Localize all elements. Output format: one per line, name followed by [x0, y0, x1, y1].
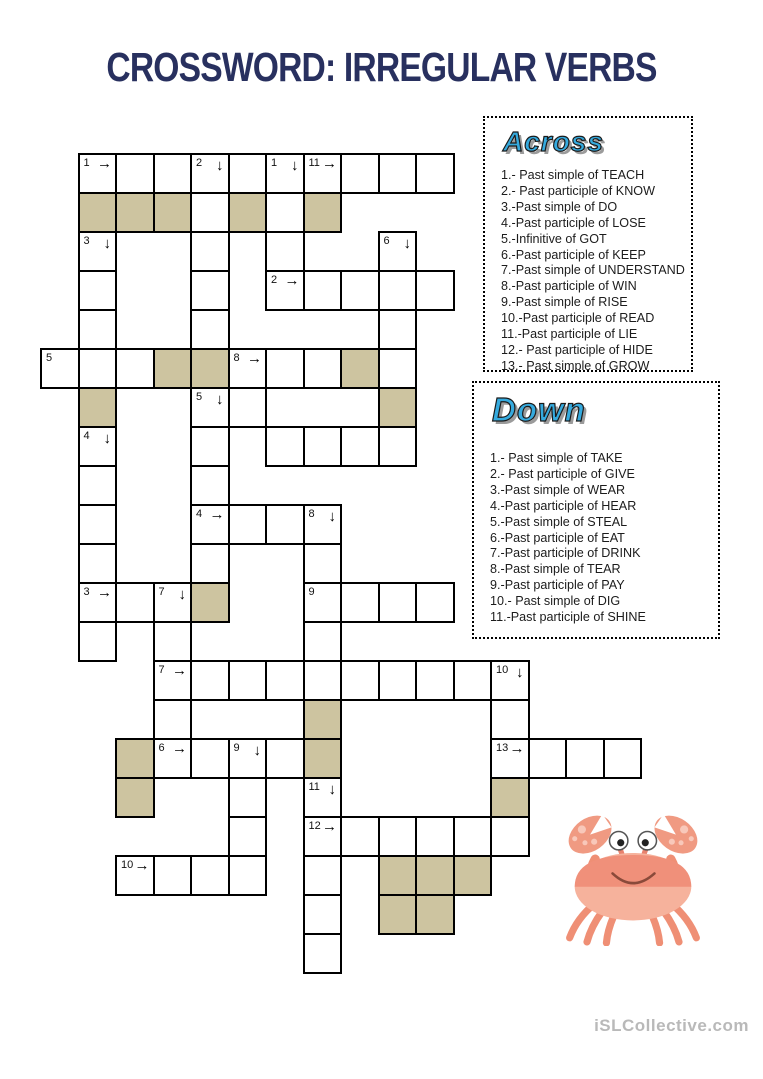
grid-cell-r11c3 [153, 582, 193, 623]
grid-cell-r1c7 [303, 192, 343, 233]
right-arrow-icon: → [97, 584, 112, 601]
grid-cell-r16c7 [303, 777, 343, 818]
clue-number: 11 [308, 781, 320, 793]
grid-cell-r3c4 [190, 270, 230, 311]
grid-cell-r9c4 [190, 504, 230, 545]
down-clue: 11.-Past participle of SHINE [490, 610, 646, 625]
grid-cell-r3c8 [340, 270, 380, 311]
down-clue: 5.-Past simple of STEAL [490, 514, 628, 529]
clue-number: 4 [83, 430, 90, 442]
grid-cell-r20c7 [303, 933, 343, 974]
across-clue: 13.- Past simple of GROW [501, 358, 650, 373]
across-clue: 10.-Past participle of READ [501, 311, 655, 326]
grid-cell-r13c3 [153, 660, 193, 701]
grid-cell-r0c2 [115, 153, 155, 194]
grid-cell-r13c9 [378, 660, 418, 701]
down-arrow-icon: ↓ [178, 586, 186, 603]
down-arrow-icon: ↓ [253, 742, 261, 759]
grid-cell-r9c1 [78, 504, 118, 545]
grid-cell-r3c1 [78, 270, 118, 311]
grid-cell-r11c8 [340, 582, 380, 623]
grid-cell-r2c6 [265, 231, 305, 272]
down-clue: 6.-Past participle of EAT [490, 530, 625, 545]
down-clue: 2.- Past participle of GIVE [490, 466, 635, 481]
across-clue: 9.-Past simple of RISE [501, 295, 628, 310]
across-clue: 6.-Past participle of KEEP [501, 247, 646, 262]
grid-cell-r11c9 [378, 582, 418, 623]
grid-cell-r11c2 [115, 582, 155, 623]
clue-number: 7 [158, 664, 165, 676]
grid-cell-r14c12 [490, 699, 530, 740]
grid-cell-r5c0 [40, 348, 80, 389]
clue-number: 8 [308, 508, 315, 520]
grid-cell-r1c3 [153, 192, 193, 233]
grid-cell-r16c12 [490, 777, 530, 818]
across-clue-list [501, 168, 683, 375]
grid-cell-r3c9 [378, 270, 418, 311]
down-clue: 3.-Past simple of WEAR [490, 482, 626, 497]
across-clue: 12.- Past participle of HIDE [501, 342, 653, 357]
crab-image [556, 808, 710, 946]
grid-cell-r17c8 [340, 816, 380, 857]
down-arrow-icon: ↓ [103, 430, 111, 447]
right-arrow-icon: → [97, 155, 112, 172]
grid-cell-r5c1 [78, 348, 118, 389]
down-arrow-icon: ↓ [216, 157, 224, 174]
grid-cell-r0c4 [190, 153, 230, 194]
grid-cell-r15c12 [490, 738, 530, 779]
grid-cell-r12c7 [303, 621, 343, 662]
grid-cell-r5c6 [265, 348, 305, 389]
clue-number: 10 [496, 664, 509, 676]
clue-number: 5 [46, 352, 53, 364]
clue-number: 2 [196, 157, 203, 169]
grid-cell-r10c4 [190, 543, 230, 584]
grid-cell-r15c6 [265, 738, 305, 779]
down-arrow-icon: ↓ [103, 235, 111, 252]
down-clue: 10.- Past simple of DIG [490, 594, 621, 609]
grid-cell-r0c5 [228, 153, 268, 194]
grid-cell-r14c7 [303, 699, 343, 740]
down-clue-list [490, 451, 710, 626]
grid-cell-r4c1 [78, 309, 118, 350]
right-arrow-icon: → [322, 155, 337, 172]
right-arrow-icon: → [172, 662, 187, 679]
down-clue-box [472, 381, 720, 639]
grid-cell-r17c11 [453, 816, 493, 857]
grid-cell-r5c5 [228, 348, 268, 389]
grid-cell-r15c13 [528, 738, 568, 779]
right-arrow-icon: → [172, 740, 187, 757]
grid-cell-r1c2 [115, 192, 155, 233]
grid-cell-r0c9 [378, 153, 418, 194]
grid-cell-r6c1 [78, 387, 118, 428]
grid-cell-r15c4 [190, 738, 230, 779]
grid-cell-r15c15 [603, 738, 643, 779]
grid-cell-r5c3 [153, 348, 193, 389]
down-arrow-icon: ↓ [328, 781, 336, 798]
clue-number: 8 [233, 352, 240, 364]
grid-cell-r6c4 [190, 387, 230, 428]
clue-number: 7 [158, 586, 165, 598]
crab-claw-right [647, 808, 704, 861]
across-clue-box [483, 116, 693, 372]
down-clue: 7.-Past participle of DRINK [490, 546, 641, 561]
clue-number: 11 [308, 157, 320, 169]
grid-cell-r18c3 [153, 855, 193, 896]
down-heading: Down [492, 391, 586, 428]
grid-cell-r5c8 [340, 348, 380, 389]
grid-cell-r5c4 [190, 348, 230, 389]
grid-cell-r6c6 [265, 387, 380, 428]
across-heading: Across [503, 126, 604, 157]
grid-cell-r17c7 [303, 816, 343, 857]
grid-cell-r11c1 [78, 582, 118, 623]
grid-cell-r16c5 [228, 777, 268, 818]
grid-cell-r0c10 [415, 153, 455, 194]
grid-cell-r19c10 [415, 894, 455, 935]
grid-cell-r15c2 [115, 738, 155, 779]
grid-cell-r6c9 [378, 387, 418, 428]
grid-cell-r5c2 [115, 348, 155, 389]
down-clue: 4.-Past participle of HEAR [490, 498, 637, 513]
grid-cell-r0c1 [78, 153, 118, 194]
grid-cell-r18c2 [115, 855, 155, 896]
right-arrow-icon: → [209, 506, 225, 523]
right-arrow-icon: → [134, 857, 150, 874]
down-clue: 9.-Past participle of PAY [490, 578, 625, 593]
grid-cell-r13c5 [228, 660, 268, 701]
grid-cell-r13c12 [490, 660, 530, 701]
clue-number: 5 [196, 391, 203, 403]
grid-cell-r19c7 [303, 894, 343, 935]
across-clue: 11.-Past participle of LIE [501, 327, 638, 342]
clue-number: 6 [383, 235, 390, 247]
clue-number: 3 [83, 586, 90, 598]
right-arrow-icon: → [322, 818, 337, 835]
grid-cell-r15c5 [228, 738, 268, 779]
clue-number: 3 [83, 235, 90, 247]
across-clue: 4.-Past participle of LOSE [501, 215, 646, 230]
grid-cell-r1c1 [78, 192, 118, 233]
grid-cell-r3c10 [415, 270, 455, 311]
grid-cell-r13c7 [303, 660, 343, 701]
grid-cell-r18c7 [303, 855, 343, 896]
down-arrow-icon: ↓ [328, 508, 336, 525]
grid-cell-r13c8 [340, 660, 380, 701]
down-arrow-icon: ↓ [216, 391, 224, 408]
crab-claw-left [561, 808, 618, 861]
grid-cell-r3c6 [265, 270, 305, 311]
grid-cell-r5c7 [303, 348, 343, 389]
grid-cell-r11c7 [303, 582, 343, 623]
grid-cell-r11c10 [415, 582, 455, 623]
grid-cell-r10c7 [303, 543, 343, 584]
grid-cell-r18c9 [378, 855, 418, 896]
right-arrow-icon: → [284, 272, 300, 289]
clue-number: 9 [308, 586, 315, 598]
down-arrow-icon: ↓ [516, 664, 524, 681]
grid-cell-r15c3 [153, 738, 193, 779]
grid-cell-r16c2 [115, 777, 155, 818]
grid-cell-r13c6 [265, 660, 305, 701]
grid-cell-r0c7 [303, 153, 343, 194]
down-arrow-icon: ↓ [403, 235, 411, 252]
grid-cell-r13c4 [190, 660, 230, 701]
clue-number: 4 [196, 508, 203, 520]
grid-cell-r10c1 [78, 543, 118, 584]
grid-cell-r12c3 [153, 621, 193, 662]
across-clue: 8.-Past participle of WIN [501, 279, 637, 294]
grid-cell-r2c1 [78, 231, 118, 272]
grid-cell-r4c4 [190, 309, 230, 350]
grid-cell-r17c5 [228, 816, 268, 857]
right-arrow-icon: → [247, 350, 262, 367]
grid-cell-r4c9 [378, 309, 418, 350]
clue-number: 13 [496, 742, 509, 754]
grid-cell-r1c5 [228, 192, 268, 233]
grid-cell-r7c1 [78, 426, 118, 467]
grid-cell-r9c5 [228, 504, 268, 545]
down-clue: 1.- Past simple of TAKE [490, 451, 623, 465]
grid-cell-r17c10 [415, 816, 455, 857]
grid-cell-r15c14 [565, 738, 605, 779]
grid-cell-r14c4 [190, 699, 305, 740]
across-clue: 1.- Past simple of TEACH [501, 168, 645, 182]
grid-cell-r7c8 [340, 426, 380, 467]
grid-cell-r9c6 [265, 504, 305, 545]
grid-cell-r18c5 [228, 855, 268, 896]
across-clue: 3.-Past simple of DO [501, 199, 618, 214]
grid-cell-r11c4 [190, 582, 230, 623]
grid-cell-r14c3 [153, 699, 193, 740]
grid-cell-r1c4 [190, 192, 230, 233]
grid-cell-r12c1 [78, 621, 118, 662]
grid-cell-r2c4 [190, 231, 230, 272]
grid-cell-r7c7 [303, 426, 343, 467]
clue-number: 6 [158, 742, 165, 754]
grid-cell-r0c3 [153, 153, 193, 194]
grid-cell-r0c8 [340, 153, 380, 194]
grid-cell-r2c9 [378, 231, 418, 272]
clue-number: 9 [233, 742, 240, 754]
across-clue: 7.-Past simple of UNDERSTAND [501, 263, 685, 278]
down-clue: 8.-Past simple of TEAR [490, 562, 621, 577]
grid-cell-r9c7 [303, 504, 343, 545]
grid-cell-r13c11 [453, 660, 493, 701]
grid-cell-r3c7 [303, 270, 343, 311]
grid-cell-r18c10 [415, 855, 455, 896]
grid-cell-r18c4 [190, 855, 230, 896]
grid-cell-r1c6 [265, 192, 305, 233]
grid-cell-r8c1 [78, 465, 118, 506]
grid-cell-r7c9 [378, 426, 418, 467]
clue-number: 1 [83, 157, 90, 169]
page-title: CROSSWORD: IRREGULAR VERBS [106, 44, 657, 90]
right-arrow-icon: → [509, 740, 525, 757]
across-clue: 2.- Past participle of KNOW [501, 183, 655, 198]
clue-number: 1 [271, 157, 278, 169]
grid-cell-r6c5 [228, 387, 268, 428]
grid-cell-r17c12 [490, 816, 530, 857]
grid-cell-r18c11 [453, 855, 493, 896]
grid-cell-r19c9 [378, 894, 418, 935]
down-arrow-icon: ↓ [291, 157, 299, 174]
across-clue: 5.-Infinitive of GOT [501, 231, 607, 246]
grid-cell-r5c9 [378, 348, 418, 389]
grid-cell-r7c4 [190, 426, 230, 467]
grid-cell-r0c6 [265, 153, 305, 194]
grid-cell-r17c9 [378, 816, 418, 857]
watermark: iSLCollective.com [594, 1016, 749, 1035]
clue-number: 2 [271, 274, 278, 286]
grid-cell-r8c4 [190, 465, 230, 506]
grid-cell-r13c10 [415, 660, 455, 701]
grid-cell-r15c7 [303, 738, 343, 779]
crab-eyes [609, 832, 656, 850]
clue-number: 10 [121, 859, 134, 871]
grid-cell-r7c6 [265, 426, 305, 467]
clue-number: 12 [308, 820, 321, 832]
